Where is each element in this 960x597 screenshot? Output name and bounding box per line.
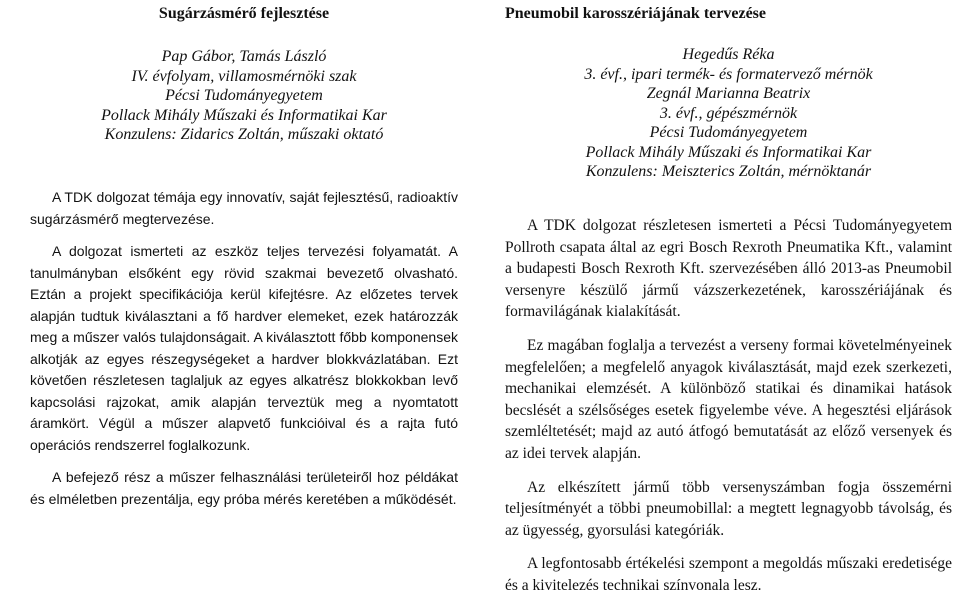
left-paragraph-3: A befejező rész a műszer felhasználási területeiről hoz példákat és elméletben prezentálja, egy próba mérés keretében a működését. [30, 469, 458, 507]
right-author-name-2: Zegnál Marianna Beatrix [646, 85, 811, 102]
right-author-block [505, 45, 952, 182]
right-author-university: Pécsi Tudományegyetem [649, 124, 808, 141]
left-author-advisor: Konzulens: Zidarics Zoltán, műszaki oktató [104, 126, 384, 143]
right-article-body [505, 215, 952, 597]
left-paragraph-2: A dolgozat ismerteti az eszköz teljes tervezési folyamatát. A tanulmányban elsőként egy rövid szakmai bevezető olvasható. Eztán a projekt specifikációja kerül kifejtésre. Az előzetes tervek alapján tudtuk kiválasztani a fő hardver elemeket, ezek határozzák meg a műszer valós tulajdonságait. A kiválasztott főbb komponensek alkotják az egyes részegységeket a hardver blokkvázlatában. Ezt követően részletesen taglaljuk az egyes alkatrész blokkokban levő kapcsolási rajzokat, amik alapján terveztük meg a nyomtatott áramkört. Végül a műszer alapvető funkcióival és a rajta futó operációs rendszerrel foglalkozunk. [30, 243, 458, 453]
right-author-program-1: 3. évf., ipari termék- és formatervező mérnök [584, 65, 873, 83]
right-paragraph-2: Ez magában foglalja a tervezést a verseny formai követelményeinek megfelelően; a megfelelő anyagok kiválasztását, majd ezek szerkezeti, mechanikai elemzését. A különböző statikai és dinamikai hatások becslését a szélsőséges esetek figyelembe véve. A hegesztési eljárások szemléltetését; majd az autó átfogó bemutatását az előző versenyek és az idei tervek alapján. [505, 336, 952, 462]
left-author-names: Pap Gábor, Tamás László [161, 48, 327, 65]
left-article-body [30, 187, 458, 510]
left-paragraph-1: A TDK dolgozat témája egy innovatív, saját fejlesztésű, radioaktív sugárzásmérő megtervezése. [30, 189, 458, 227]
right-author-faculty: Pollack Mihály Műszaki és Informatikai Kar [585, 143, 872, 161]
right-author-advisor: Konzulens: Meiszterics Zoltán, mérnöktanár [585, 163, 872, 180]
left-author-year: IV. évfolyam, villamosmérnöki szak [131, 67, 357, 85]
right-paragraph-3: Az elkészített jármű több versenyszámban fogja összemérni teljesítményét a többi pneumobillal: a megtett legnagyobb távolság, és az ügyesség, gyorsulási kategóriák. [505, 478, 952, 539]
left-author-block [60, 47, 428, 145]
right-paragraph-1: A TDK dolgozat részletesen ismerteti a Pécsi Tudományegyetem Pollroth csapata által az egri Bosch Rexroth Pneumatika Kft., valamint a budapesti Bosch Rexroth Kft. szervezésében álló 2013-as Pneumobil versenyre készülő jármű vázszerkezetének, karosszériájának és formavilágának kialakítását. [505, 217, 952, 321]
right-paragraph-4: A legfontosabb értékelési szempont a megoldás műszaki eredetisége és a kivitelezés technikai színvonala lesz. [505, 555, 952, 594]
left-article-title: Sugárzásmérő fejlesztése [158, 5, 330, 22]
right-article-title: Pneumobil karosszériájának tervezése [505, 5, 766, 22]
left-author-faculty: Pollack Mihály Műszaki és Informatikai Kar [101, 106, 387, 124]
right-author-name-1: Hegedűs Réka [682, 46, 775, 63]
right-author-program-2: 3. évf., gépészmérnök [659, 104, 798, 122]
left-author-university: Pécsi Tudományegyetem [165, 87, 323, 104]
